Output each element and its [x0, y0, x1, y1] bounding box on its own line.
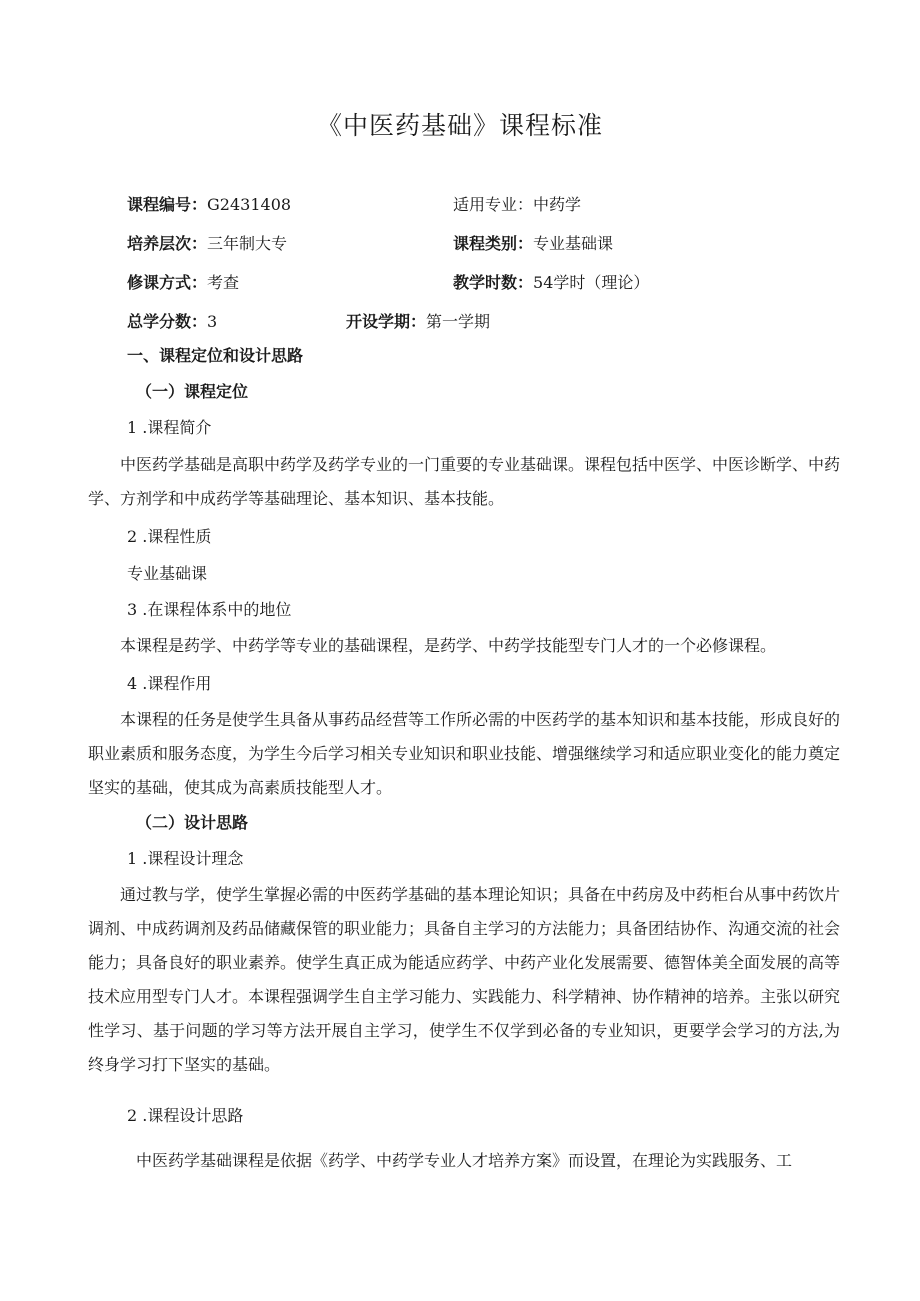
hours-value: 54学时（理论）	[533, 273, 650, 292]
assessment-value: 考查	[207, 273, 240, 292]
semester-label: 开设学期：	[346, 312, 427, 331]
sub1-heading: （一）课程定位	[136, 382, 249, 401]
credits-label: 总学分数：	[127, 312, 208, 331]
level-row	[127, 231, 287, 257]
category-label: 课程类别：	[453, 234, 534, 253]
semester-row	[346, 309, 490, 335]
course-code-label: 课程编号：	[127, 195, 208, 214]
major-label: 适用专业：	[453, 195, 534, 214]
sub1-item3-heading: 3 .在课程体系中的地位	[127, 600, 292, 619]
sub1-item4-heading: 4 .课程作用	[127, 674, 212, 693]
sub2-item1-heading: 1 .课程设计理念	[127, 849, 244, 868]
document-title: 《中医药基础》课程标准	[316, 111, 603, 140]
sub1-item3-text: 本课程是药学、中药学等专业的基础课程，是药学、中药学技能型专门人才的一个必修课程。	[120, 636, 777, 655]
category-value: 专业基础课	[533, 234, 614, 253]
hours-label: 教学时数：	[453, 273, 534, 292]
sub2-item2-text: 中医药学基础课程是依据《药学、中药学专业人才培养方案》而设置，在理论为实践服务、工	[136, 1151, 793, 1170]
level-label: 培养层次：	[127, 234, 208, 253]
assessment-row	[127, 270, 239, 296]
hours-row	[453, 270, 649, 296]
section1-heading: 一、课程定位和设计思路	[127, 346, 304, 365]
major-value: 中药学	[533, 195, 582, 214]
semester-value: 第一学期	[426, 312, 491, 331]
sub2-item1-text: 通过教与学，使学生掌握必需的中医药学基础的基本理论知识；具备在中药房及中药柜台从事中药饮片调剂、中成药调剂及药品储藏保管的职业能力；具备自主学习的方法能力；具备团结协作、沟通交流的社会能力；具备良好的职业素养。使学生真正成为能适应药学、中药产业化发展需要、德智体美全面发展的高等技术应用型专门人才。本课程强调学生自主学习能力、实践能力、科学精神、协作精神的培养。主张以研究性学习、基于问题的学习等方法开展自主学习，使学生不仅学到必备的专业知识，更要学会学习的方法,为终身学习打下坚实的基础。	[88, 885, 841, 1074]
sub1-item1-heading: 1 .课程简介	[127, 418, 212, 437]
credits-value: 3	[207, 312, 218, 331]
sub1-item1-text: 中医药学基础是高职中药学及药学专业的一门重要的专业基础课。课程包括中医学、中医诊断学、中药学、方剂学和中成药学等基础理论、基本知识、基本技能。	[88, 455, 841, 508]
course-code-value: G2431408	[207, 195, 292, 214]
category-row	[453, 231, 613, 257]
sub1-item4-text: 本课程的任务是使学生具备从事药品经营等工作所必需的中医药学的基本知识和基本技能，形成良好的职业素质和服务态度，为学生今后学习相关专业知识和职业技能、增强继续学习和适应职业变化的能力奠定坚实的基础，使其成为高素质技能型人才。	[88, 710, 841, 797]
assessment-label: 修课方式：	[127, 273, 208, 292]
sub1-item2-heading: 2 .课程性质	[127, 527, 212, 546]
sub2-heading: （二）设计思路	[136, 813, 249, 832]
sub1-item2-text: 专业基础课	[127, 564, 208, 583]
course-code-row	[127, 192, 291, 218]
level-value: 三年制大专	[207, 234, 288, 253]
credits-row	[127, 309, 217, 335]
major-row	[453, 192, 581, 218]
sub2-item2-heading: 2 .课程设计思路	[127, 1106, 244, 1125]
